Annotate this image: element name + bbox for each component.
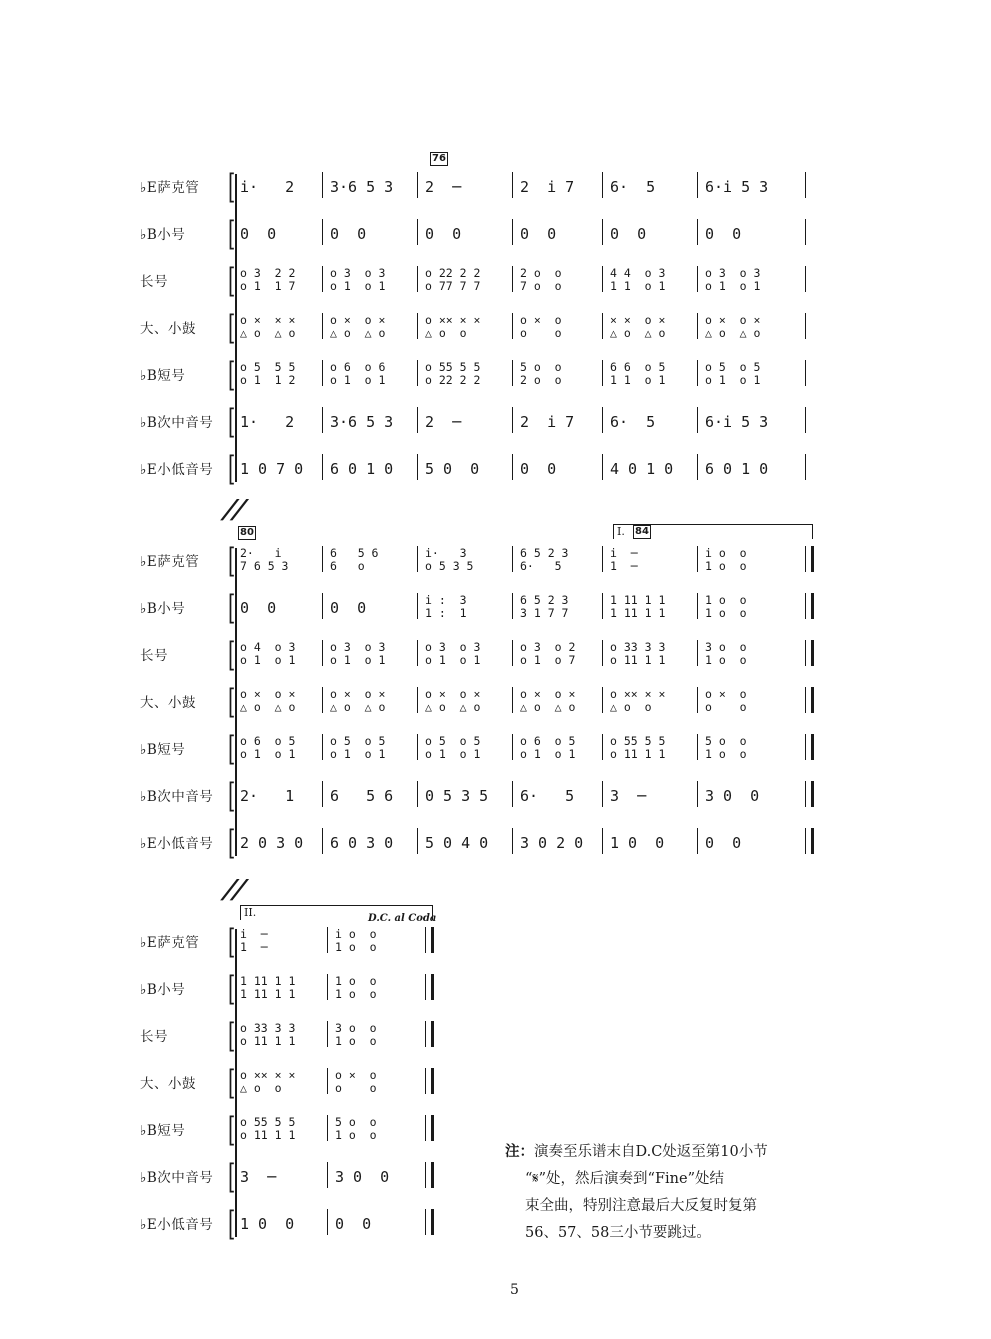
barline <box>417 593 418 619</box>
staff-row <box>140 682 840 722</box>
measure: 1 0 0 <box>240 1215 295 1233</box>
staff-bracket: [ <box>228 635 236 675</box>
barline <box>322 454 323 480</box>
barline <box>602 734 603 760</box>
barline <box>697 593 698 619</box>
measure: o × o × △ o △ o <box>520 687 576 714</box>
measure: 6· 5 <box>610 178 656 196</box>
barline <box>322 546 323 572</box>
measure: 6 5 6 6 o <box>330 546 379 573</box>
instrument-label: ♭B次中音号 <box>140 415 214 431</box>
measure: o 4 o 3 o 1 o 1 <box>240 640 296 667</box>
staff-bracket: [ <box>228 541 236 581</box>
measure: i o o 1 o o <box>705 546 747 573</box>
measure: 0 0 <box>240 225 277 243</box>
measure: o ×× × × △ o o <box>610 687 666 714</box>
instrument-label: ♭E萨克管 <box>140 935 200 951</box>
barline <box>602 687 603 713</box>
measure: 6 5 2 3 3 1 7 7 <box>520 593 569 620</box>
barline <box>327 1068 328 1094</box>
staff-bracket: [ <box>228 682 236 722</box>
instrument-label: 长号 <box>140 274 168 290</box>
measure: o 55 5 5 o 11 1 1 <box>240 1115 296 1142</box>
measure: 2 0 3 0 <box>240 834 304 852</box>
barline <box>322 266 323 292</box>
barline <box>805 219 806 245</box>
barline <box>417 734 418 760</box>
barline <box>697 407 698 433</box>
system-line <box>235 174 237 482</box>
measure: 2 ─ <box>425 413 462 431</box>
final-repeat-barline <box>805 640 814 666</box>
barline <box>697 360 698 386</box>
instrument-label: ♭B小号 <box>140 227 186 243</box>
measure: o 3 o 3 o 1 o 1 <box>330 640 386 667</box>
measure: 3·6 5 3 <box>330 178 394 196</box>
measure: o 3 2 2 o 1 1 7 <box>240 266 296 293</box>
instrument-label: 大、小鼓 <box>140 321 196 337</box>
barline <box>417 828 418 854</box>
barline <box>322 687 323 713</box>
barline <box>512 360 513 386</box>
measure: 2· 1 <box>240 787 295 805</box>
staff-bracket: [ <box>228 922 236 962</box>
staff-bracket: [ <box>228 261 236 301</box>
measure: 5 o o 1 o o <box>335 1115 377 1142</box>
barline <box>602 454 603 480</box>
final-repeat-barline <box>425 1115 434 1141</box>
instrument-label: 长号 <box>140 1029 168 1045</box>
instrument-label: ♭E小低音号 <box>140 462 214 478</box>
measure: 0 0 <box>330 225 367 243</box>
instrument-label: ♭B小号 <box>140 982 186 998</box>
measure: o × o × △ o △ o <box>240 687 296 714</box>
system-break-mark: // <box>218 875 251 905</box>
measure: 3 o o 1 o o <box>705 640 747 667</box>
barline <box>417 640 418 666</box>
barline <box>322 593 323 619</box>
measure: 6· 5 <box>610 413 656 431</box>
barline <box>697 640 698 666</box>
rehearsal-mark: 80 <box>240 527 254 538</box>
barline <box>805 407 806 433</box>
final-repeat-barline <box>425 1162 434 1188</box>
volta-label: II. <box>244 906 257 919</box>
barline <box>512 313 513 339</box>
barline <box>512 407 513 433</box>
staff-row <box>140 214 840 254</box>
measure: 1 11 1 1 1 11 1 1 <box>610 593 666 620</box>
measure: o × o o o <box>335 1068 377 1095</box>
staff-row <box>140 776 840 816</box>
measure: 6· 5 <box>520 787 575 805</box>
barline <box>602 781 603 807</box>
measure: o × × × △ o △ o <box>240 313 296 340</box>
measure: i : 3 1 : 1 <box>425 593 467 620</box>
measure: 6 5 6 <box>330 787 394 805</box>
measure: 3 o o 1 o o <box>335 1021 377 1048</box>
barline <box>602 266 603 292</box>
barline <box>697 734 698 760</box>
final-repeat-barline <box>425 1068 434 1094</box>
volta-label: I. <box>617 525 625 538</box>
staff-bracket: [ <box>228 969 236 1009</box>
measure: o ×× × × △ o o <box>425 313 481 340</box>
measure: 5 o o 2 o o <box>520 360 562 387</box>
staff-row <box>140 1063 840 1103</box>
staff-bracket: [ <box>228 1204 236 1244</box>
measure: i· 3 o 5 3 5 <box>425 546 474 573</box>
final-repeat-barline <box>425 1209 434 1235</box>
staff-row <box>140 729 840 769</box>
barline <box>512 172 513 198</box>
barline <box>417 687 418 713</box>
score-system-2 <box>140 525 840 870</box>
measure: 2 i 7 <box>520 413 575 431</box>
staff-bracket: [ <box>228 1157 236 1197</box>
barline <box>417 219 418 245</box>
barline <box>512 546 513 572</box>
measure: 3·6 5 3 <box>330 413 394 431</box>
measure: × × o × △ o △ o <box>610 313 666 340</box>
measure: 3 ─ <box>610 787 647 805</box>
measure: o × o × △ o △ o <box>425 687 481 714</box>
final-repeat-barline <box>425 927 434 953</box>
final-repeat-barline <box>805 546 814 572</box>
barline <box>805 360 806 386</box>
measure: i o o 1 o o <box>335 927 377 954</box>
staff-bracket: [ <box>228 167 236 207</box>
measure: 0 0 <box>610 225 647 243</box>
barline <box>327 927 328 953</box>
barline <box>512 266 513 292</box>
instrument-label: 大、小鼓 <box>140 1076 196 1092</box>
staff-row <box>140 449 840 489</box>
measure: 6 5 2 3 6· 5 <box>520 546 569 573</box>
measure: o 3 o 3 o 1 o 1 <box>330 266 386 293</box>
score-system-1 <box>140 153 840 490</box>
rehearsal-mark: 76 <box>432 153 446 164</box>
system-line <box>235 548 237 856</box>
note-line-4: 56、57、58三小节要跳过。 <box>525 1225 711 1241</box>
measure: o × o o o <box>520 313 562 340</box>
measure: 1 o o 1 o o <box>705 593 747 620</box>
measure: o 33 3 3 o 11 1 1 <box>240 1021 296 1048</box>
note-line-1: 演奏至乐谱末自D.C处返至第10小节 <box>534 1144 768 1160</box>
measure: o × o o o <box>705 687 747 714</box>
measure: o × o × △ o △ o <box>330 687 386 714</box>
measure: 2· i 7 6 5 3 <box>240 546 289 573</box>
barline <box>697 546 698 572</box>
measure: 3 0 0 <box>335 1168 390 1186</box>
note-line-2: “𝄋”处，然后演奏到“Fine”处结 <box>525 1171 725 1187</box>
staff-bracket: [ <box>228 1016 236 1056</box>
barline <box>602 407 603 433</box>
measure: 0 0 <box>705 834 742 852</box>
instrument-label: 大、小鼓 <box>140 695 196 711</box>
barline <box>327 974 328 1000</box>
measure: 1 11 1 1 1 11 1 1 <box>240 974 296 1001</box>
instrument-label: ♭E萨克管 <box>140 180 200 196</box>
measure: o 6 o 6 o 1 o 1 <box>330 360 386 387</box>
barline <box>327 1162 328 1188</box>
measure: 5 0 0 <box>425 460 480 478</box>
page-number: 5 <box>510 1282 519 1298</box>
barline <box>697 266 698 292</box>
barline <box>327 1021 328 1047</box>
barline <box>417 172 418 198</box>
instrument-label: ♭B次中音号 <box>140 789 214 805</box>
performance-note <box>505 1138 835 1247</box>
barline <box>512 640 513 666</box>
instrument-label: ♭B短号 <box>140 742 186 758</box>
measure: i ─ 1 ─ <box>610 546 638 573</box>
measure: 0 0 <box>425 225 462 243</box>
final-repeat-barline <box>425 1021 434 1047</box>
barline <box>322 313 323 339</box>
barline <box>512 593 513 619</box>
measure: i ─ 1 ─ <box>240 927 268 954</box>
barline <box>697 828 698 854</box>
system-line <box>235 929 237 1237</box>
measure: 3 ─ <box>240 1168 277 1186</box>
final-repeat-barline <box>805 734 814 760</box>
barline <box>327 1209 328 1235</box>
staff-bracket: [ <box>228 449 236 489</box>
measure: 3 0 0 <box>705 787 760 805</box>
measure: 6·i 5 3 <box>705 178 769 196</box>
measure: 0 0 <box>330 599 367 617</box>
measure: 0 5 3 5 <box>425 787 489 805</box>
measure: o 22 2 2 o 77 7 7 <box>425 266 481 293</box>
staff-bracket: [ <box>228 729 236 769</box>
instrument-label: ♭B短号 <box>140 368 186 384</box>
staff-row <box>140 588 840 628</box>
instrument-label: ♭B次中音号 <box>140 1170 214 1186</box>
barline <box>322 172 323 198</box>
final-repeat-barline <box>805 687 814 713</box>
final-repeat-barline <box>805 593 814 619</box>
barline <box>602 313 603 339</box>
barline <box>697 313 698 339</box>
barline <box>417 313 418 339</box>
barline <box>512 454 513 480</box>
measure: 1 0 0 <box>610 834 665 852</box>
measure: o 6 o 5 o 1 o 1 <box>240 734 296 761</box>
barline <box>417 546 418 572</box>
staff-row <box>140 823 840 863</box>
barline <box>322 828 323 854</box>
measure: 1 0 7 0 <box>240 460 304 478</box>
measure: o 5 o 5 o 1 o 1 <box>425 734 481 761</box>
instrument-label: ♭E小低音号 <box>140 1217 214 1233</box>
measure: 5 0 4 0 <box>425 834 489 852</box>
measure: 6 6 o 5 1 1 o 1 <box>610 360 666 387</box>
measure: o 3 o 3 o 1 o 1 <box>705 266 761 293</box>
measure: 6·i 5 3 <box>705 413 769 431</box>
measure: 2 ─ <box>425 178 462 196</box>
note-lead: 注： <box>505 1143 534 1160</box>
measure: o 6 o 5 o 1 o 1 <box>520 734 576 761</box>
measure: 0 0 <box>705 225 742 243</box>
barline <box>602 219 603 245</box>
measure: o 55 5 5 o 11 1 1 <box>610 734 666 761</box>
note-line-3: 束全曲，特别注意最后大反复时复第 <box>525 1198 757 1214</box>
measure: 5 o o 1 o o <box>705 734 747 761</box>
measure: i· 2 <box>240 178 295 196</box>
barline <box>417 407 418 433</box>
barline <box>417 454 418 480</box>
barline <box>322 219 323 245</box>
barline <box>322 781 323 807</box>
barline <box>602 828 603 854</box>
measure: o 5 o 5 o 1 o 1 <box>705 360 761 387</box>
barline <box>602 640 603 666</box>
staff-bracket: [ <box>228 776 236 816</box>
barline <box>805 313 806 339</box>
barline <box>805 266 806 292</box>
dc-al-coda: D.C. al Coda <box>368 913 437 924</box>
measure: 4 4 o 3 1 1 o 1 <box>610 266 666 293</box>
measure: 0 0 <box>520 225 557 243</box>
measure: o 33 3 3 o 11 1 1 <box>610 640 666 667</box>
staff-bracket: [ <box>228 214 236 254</box>
staff-bracket: [ <box>228 823 236 863</box>
measure: 2 i 7 <box>520 178 575 196</box>
barline <box>805 172 806 198</box>
measure: o 55 5 5 o 22 2 2 <box>425 360 481 387</box>
barline <box>322 734 323 760</box>
final-repeat-barline <box>425 974 434 1000</box>
staff-row <box>140 969 840 1009</box>
staff-row <box>140 541 840 581</box>
measure: 1· 2 <box>240 413 295 431</box>
rehearsal-mark: 84 <box>635 526 649 537</box>
barline <box>602 593 603 619</box>
final-repeat-barline <box>805 828 814 854</box>
staff-bracket: [ <box>228 1063 236 1103</box>
measure: 3 0 2 0 <box>520 834 584 852</box>
barline <box>697 172 698 198</box>
staff-row <box>140 1016 840 1056</box>
barline <box>417 781 418 807</box>
barline <box>697 454 698 480</box>
instrument-label: ♭B短号 <box>140 1123 186 1139</box>
barline <box>417 266 418 292</box>
measure: 4 0 1 0 <box>610 460 674 478</box>
staff-row <box>140 922 840 962</box>
instrument-label: ♭B小号 <box>140 601 186 617</box>
measure: o 5 5 5 o 1 1 2 <box>240 360 296 387</box>
staff-row <box>140 308 840 348</box>
barline <box>805 454 806 480</box>
barline <box>322 407 323 433</box>
barline <box>322 640 323 666</box>
instrument-label: ♭E小低音号 <box>140 836 214 852</box>
staff-row <box>140 402 840 442</box>
measure: 0 0 <box>335 1215 372 1233</box>
staff-row <box>140 635 840 675</box>
barline <box>417 360 418 386</box>
barline <box>697 219 698 245</box>
staff-row <box>140 261 840 301</box>
barline <box>602 172 603 198</box>
barline <box>322 360 323 386</box>
barline <box>512 828 513 854</box>
measure: 6 0 1 0 <box>705 460 769 478</box>
instrument-label: 长号 <box>140 648 168 664</box>
measure: 2 o o 7 o o <box>520 266 562 293</box>
system-break-mark: // <box>218 495 251 525</box>
measure: 6 0 1 0 <box>330 460 394 478</box>
barline <box>512 781 513 807</box>
barline <box>327 1115 328 1141</box>
measure: 6 0 3 0 <box>330 834 394 852</box>
measure: o 3 o 3 o 1 o 1 <box>425 640 481 667</box>
staff-bracket: [ <box>228 588 236 628</box>
measure: 1 o o 1 o o <box>335 974 377 1001</box>
barline <box>602 546 603 572</box>
measure: o × o × △ o △ o <box>330 313 386 340</box>
measure: o × o × △ o △ o <box>705 313 761 340</box>
staff-bracket: [ <box>228 308 236 348</box>
final-repeat-barline <box>805 781 814 807</box>
barline <box>512 219 513 245</box>
staff-bracket: [ <box>228 1110 236 1150</box>
staff-row <box>140 167 840 207</box>
barline <box>512 734 513 760</box>
measure: 0 0 <box>520 460 557 478</box>
instrument-label: ♭E萨克管 <box>140 554 200 570</box>
barline <box>602 360 603 386</box>
measure: o 3 o 2 o 1 o 7 <box>520 640 576 667</box>
measure: o ×× × × △ o o <box>240 1068 296 1095</box>
staff-bracket: [ <box>228 355 236 395</box>
measure: o 5 o 5 o 1 o 1 <box>330 734 386 761</box>
measure: 0 0 <box>240 599 277 617</box>
barline <box>512 687 513 713</box>
staff-row <box>140 355 840 395</box>
barline <box>697 687 698 713</box>
staff-bracket: [ <box>228 402 236 442</box>
barline <box>697 781 698 807</box>
